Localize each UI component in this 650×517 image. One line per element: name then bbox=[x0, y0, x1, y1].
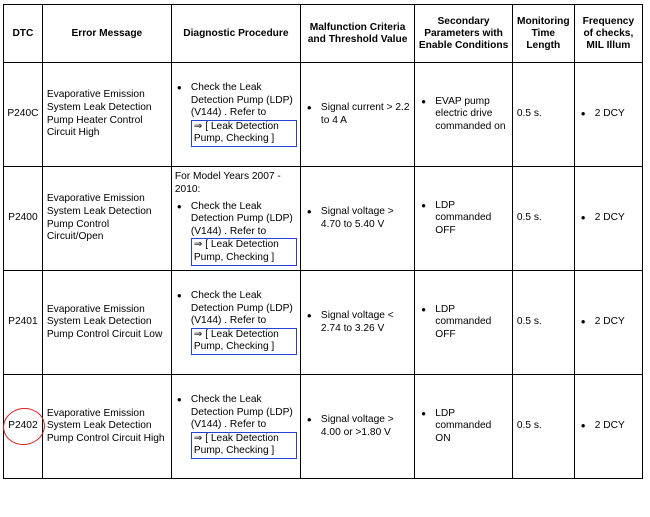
error-message: Evaporative Emission System Leak Detection Pump Heater Control Circuit High bbox=[42, 63, 171, 167]
frequency-bullet: ● 2 DCY bbox=[579, 420, 638, 433]
dtc-code: P240C bbox=[4, 63, 43, 167]
diag-text: Check the Leak Detection Pump (LDP) (V144) . Refer to bbox=[190, 200, 293, 237]
red-circle-marker bbox=[1, 405, 48, 447]
secondary-bullet: ● LDP commanded OFF bbox=[419, 200, 508, 238]
table-row bbox=[4, 63, 643, 167]
header-error-message: Error Message bbox=[42, 5, 171, 63]
diag-bullet bbox=[175, 201, 297, 266]
secondary-parameters bbox=[415, 63, 513, 167]
frequency-bullet: ● 2 DCY bbox=[579, 108, 638, 121]
secondary-parameters bbox=[415, 271, 513, 375]
malfunction-criteria bbox=[300, 375, 414, 479]
secondary-bullet: ● EVAP pump electric drive commanded on bbox=[419, 96, 508, 134]
diag-text: Check the Leak Detection Pump (LDP) (V144) . Refer to bbox=[190, 394, 293, 431]
diag-bullet bbox=[175, 394, 297, 459]
frequency bbox=[574, 63, 642, 167]
leak-detection-pump-checking-link[interactable]: ⇒ [ Leak Detection Pump, Checking ] bbox=[191, 432, 297, 459]
secondary-parameters bbox=[415, 375, 513, 479]
diag-bullet bbox=[175, 290, 297, 355]
header-malfunction-criteria: Malfunction Criteria and Threshold Value bbox=[300, 5, 414, 63]
frequency bbox=[574, 271, 642, 375]
header-dtc: DTC bbox=[4, 5, 43, 63]
dtc-code: P2402 bbox=[8, 420, 38, 432]
header-frequency: Frequency of checks, MIL Illum bbox=[574, 5, 642, 63]
malfunction-criteria bbox=[300, 271, 414, 375]
error-message: Evaporative Emission System Leak Detection Pump Control Circuit/Open bbox=[42, 167, 171, 271]
dtc-code: P2400 bbox=[4, 167, 43, 271]
table-row bbox=[4, 271, 643, 375]
circled-dtc-annotation bbox=[8, 420, 37, 433]
diag-text: Check the Leak Detection Pump (LDP) (V144) . Refer to bbox=[190, 82, 293, 119]
frequency-bullet: ● 2 DCY bbox=[579, 316, 638, 329]
table-row bbox=[4, 167, 643, 271]
leak-detection-pump-checking-link[interactable]: ⇒ [ Leak Detection Pump, Checking ] bbox=[191, 238, 297, 265]
header-monitoring-time: Monitoring Time Length bbox=[512, 5, 574, 63]
diagnostic-procedure bbox=[171, 271, 300, 375]
malfunction-bullet: ● Signal voltage < 2.74 to 3.26 V bbox=[305, 310, 410, 335]
header-row bbox=[4, 5, 643, 63]
diagnostic-procedure bbox=[171, 375, 300, 479]
leak-detection-pump-checking-link[interactable]: ⇒ [ Leak Detection Pump, Checking ] bbox=[191, 328, 297, 355]
model-years-note: For Model Years 2007 - 2010: bbox=[174, 171, 281, 196]
frequency bbox=[574, 167, 642, 271]
malfunction-bullet: ● Signal voltage > 4.00 or >1.80 V bbox=[305, 414, 410, 439]
error-message: Evaporative Emission System Leak Detection Pump Control Circuit Low bbox=[42, 271, 171, 375]
secondary-bullet: ● LDP commanded OFF bbox=[419, 304, 508, 342]
diag-text: Check the Leak Detection Pump (LDP) (V144) . Refer to bbox=[190, 290, 293, 327]
dtc-code: P2401 bbox=[4, 271, 43, 375]
frequency-bullet: ● 2 DCY bbox=[579, 212, 638, 225]
secondary-parameters bbox=[415, 167, 513, 271]
header-diagnostic-procedure: Diagnostic Procedure bbox=[171, 5, 300, 63]
monitoring-time: 0.5 s. bbox=[512, 167, 574, 271]
header-secondary-parameters: Secondary Parameters with Enable Conditions bbox=[415, 5, 513, 63]
frequency bbox=[574, 375, 642, 479]
diagnostic-procedure bbox=[171, 167, 300, 271]
table-row bbox=[4, 375, 643, 479]
leak-detection-pump-checking-link[interactable]: ⇒ [ Leak Detection Pump, Checking ] bbox=[191, 120, 297, 147]
malfunction-bullet: ● Signal current > 2.2 to 4 A bbox=[305, 102, 410, 127]
dtc-table bbox=[3, 4, 643, 479]
error-message: Evaporative Emission System Leak Detection Pump Control Circuit High bbox=[42, 375, 171, 479]
dtc-code-cell bbox=[4, 375, 43, 479]
monitoring-time: 0.5 s. bbox=[512, 63, 574, 167]
monitoring-time: 0.5 s. bbox=[512, 271, 574, 375]
diagnostic-procedure bbox=[171, 63, 300, 167]
malfunction-bullet: ● Signal voltage > 4.70 to 5.40 V bbox=[305, 206, 410, 231]
malfunction-criteria bbox=[300, 63, 414, 167]
malfunction-criteria bbox=[300, 167, 414, 271]
diag-bullet bbox=[175, 82, 297, 147]
secondary-bullet: ● LDP commanded ON bbox=[419, 408, 508, 446]
monitoring-time: 0.5 s. bbox=[512, 375, 574, 479]
